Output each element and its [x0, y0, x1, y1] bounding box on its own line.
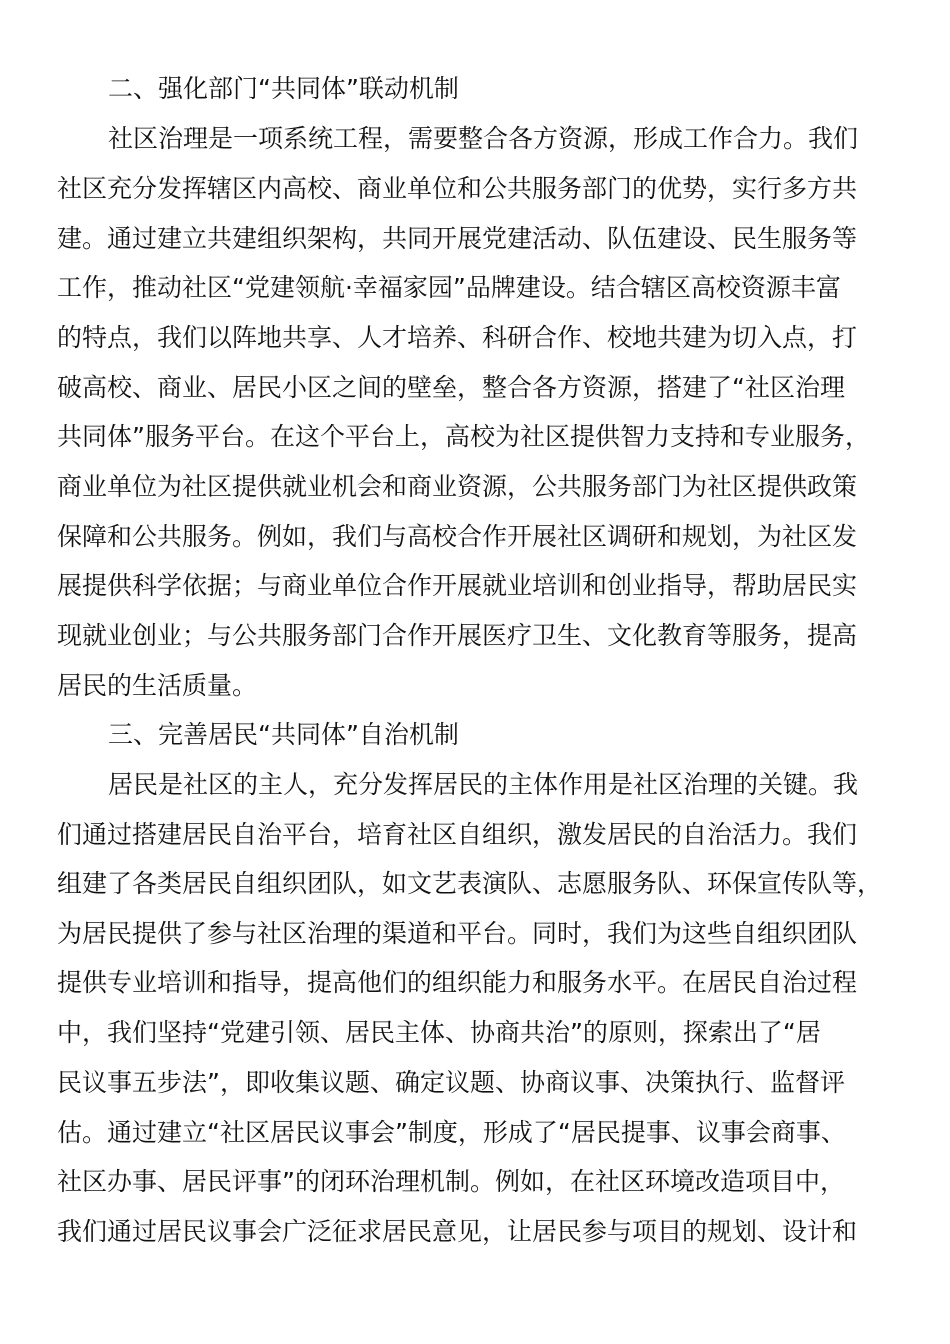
paragraph-line: 我们通过居民议事会广泛征求居民意见，让居民参与项目的规划、设计和: [57, 1217, 858, 1246]
paragraph-line: 中，我们坚持“党建引领、居民主体、协商共治”的原则，探索出了“居: [57, 1018, 821, 1047]
paragraph-line: 的特点，我们以阵地共享、人才培养、科研合作、校地共建为切入点，打: [57, 323, 858, 352]
paragraph-line: 破高校、商业、居民小区之间的壁垒，整合各方资源，搭建了“社区治理: [57, 373, 845, 402]
paragraph-line: 共同体”服务平台。在这个平台上，高校为社区提供智力支持和专业服务，: [57, 422, 870, 451]
paragraph-line: 现就业创业；与公共服务部门合作开展医疗卫生、文化教育等服务，提高: [57, 621, 858, 650]
section-heading-3: 三、完善居民“共同体”自治机制: [108, 720, 459, 749]
paragraph-line: 估。通过建立“社区居民议事会”制度，形成了“居民提事、议事会商事、: [57, 1118, 846, 1147]
paragraph-line: 工作，推动社区“党建领航·幸福家园”品牌建设。结合辖区高校资源丰富: [57, 273, 841, 302]
paragraph-line: 商业单位为社区提供就业机会和商业资源，公共服务部门为社区提供政策: [57, 472, 858, 501]
section-heading-2: 二、强化部门“共同体”联动机制: [108, 74, 459, 103]
paragraph-line: 社区充分发挥辖区内高校、商业单位和公共服务部门的优势，实行多方共: [57, 174, 858, 203]
paragraph-line: 提供专业培训和指导，提高他们的组织能力和服务水平。在居民自治过程: [57, 968, 858, 997]
paragraph-line: 建。通过建立共建组织架构，共同开展党建活动、队伍建设、民生服务等: [57, 224, 858, 253]
paragraph-line: 保障和公共服务。例如，我们与高校合作开展社区调研和规划，为社区发: [57, 522, 858, 551]
paragraph-line: 展提供科学依据；与商业单位合作开展就业培训和创业指导，帮助居民实: [57, 571, 858, 600]
paragraph-line: 民议事五步法”，即收集议题、确定议题、协商议事、决策执行、监督评: [57, 1068, 845, 1097]
paragraph-line: 们通过搭建居民自治平台，培育社区自组织，激发居民的自治活力。我们: [57, 820, 858, 849]
paragraph-line: 社区治理是一项系统工程，需要整合各方资源，形成工作合力。我们: [108, 124, 859, 153]
paragraph-line: 社区办事、居民评事”的闭环治理机制。例如，在社区环境改造项目中，: [57, 1167, 845, 1196]
paragraph-line: 居民的生活质量。: [57, 671, 258, 700]
paragraph-line: 组建了各类居民自组织团队，如文艺表演队、志愿服务队、环保宣传队等，: [57, 869, 883, 898]
paragraph-line: 居民是社区的主人，充分发挥居民的主体作用是社区治理的关键。我: [108, 770, 859, 799]
paragraph-line: 为居民提供了参与社区治理的渠道和平台。同时，我们为这些自组织团队: [57, 919, 858, 948]
